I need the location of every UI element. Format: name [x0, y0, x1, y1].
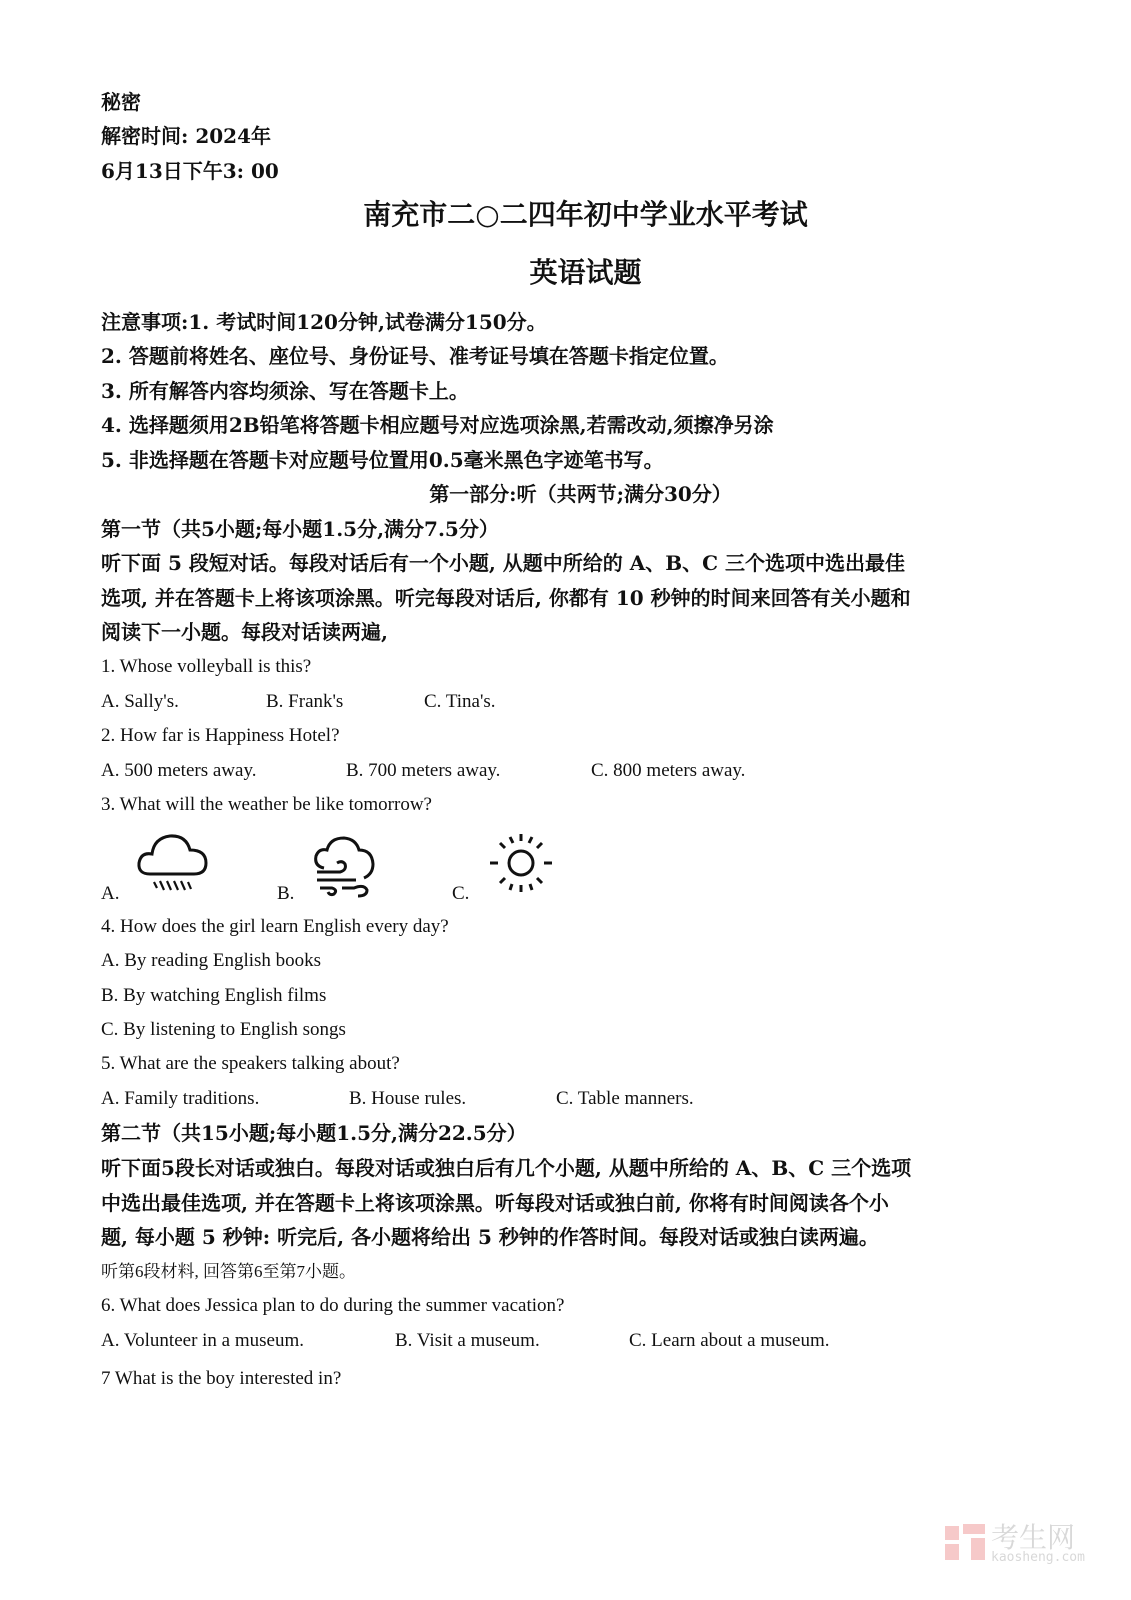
- part-heading: 第一部分:听（共两节;满分30分）: [429, 482, 732, 506]
- note-3: 3. 所有解答内容均须涂、写在答题卡上。: [101, 379, 469, 403]
- question-2: 2. How far is Happiness Hotel?: [101, 725, 340, 746]
- watermark-name: 考生网: [991, 1521, 1076, 1554]
- question-5: 5. What are the speakers talking about?: [101, 1053, 400, 1074]
- option-a: A. Family traditions.: [101, 1088, 260, 1109]
- section1-instructions: 阅读下一小题。每段对话读两遍,: [101, 620, 388, 644]
- option-b: B. Frank's: [266, 691, 344, 712]
- question-4: 4. How does the girl learn English every day?: [101, 916, 449, 937]
- sun-icon: [488, 832, 554, 894]
- section1-instructions: 听下面 5 段短对话。每段对话后有一个小题, 从题中所给的 A、B、C 三个选项中选出最佳: [101, 551, 906, 575]
- question-3: 3. What will the weather be like tomorrow?: [101, 794, 432, 815]
- option-c: C. Table manners.: [556, 1088, 694, 1109]
- option-a: A. By reading English books: [101, 950, 322, 971]
- note-4: 4. 选择题须用2B铅笔将答题卡相应题号对应选项涂黑,若需改动,须擦净另涂: [101, 413, 774, 437]
- section2-instructions: 中选出最佳选项, 并在答题卡上将该项涂黑。听每段对话或独白前, 你将有时间阅读各个小: [101, 1191, 889, 1215]
- watermark-url: kaosheng.com: [991, 1550, 1085, 1565]
- option-b: B. By watching English films: [101, 985, 327, 1006]
- section1-instructions: 选项, 并在答题卡上将该项涂黑。听完每段对话后, 你都有 10 秒钟的时间来回答有关小题和: [101, 586, 911, 610]
- wind-cloud-icon: [312, 836, 380, 898]
- declassify-time: 解密时间: 2024年: [101, 124, 272, 148]
- secret-label: 秘密: [101, 90, 141, 114]
- note-5: 5. 非选择题在答题卡对应题号位置用0.5毫米黑色字迹笔书写。: [101, 448, 664, 472]
- option-b: B. Visit a museum.: [395, 1330, 540, 1351]
- rain-cloud-icon: [136, 830, 210, 896]
- note-1: 注意事项:1. 考试时间120分钟,试卷满分150分。: [101, 310, 547, 334]
- section2-instructions: 听下面5段长对话或独白。每段对话或独白后有几个小题, 从题中所给的 A、B、C 三个选项: [101, 1156, 912, 1180]
- section1-heading: 第一节（共5小题;每小题1.5分,满分7.5分）: [101, 517, 499, 541]
- option-c: C. Tina's.: [424, 691, 496, 712]
- option-c: C.: [452, 883, 470, 904]
- option-c: C. Learn about a museum.: [629, 1330, 830, 1351]
- question-1: 1. Whose volleyball is this?: [101, 656, 312, 677]
- option-a: A. Volunteer in a museum.: [101, 1330, 304, 1351]
- option-b: B.: [277, 883, 295, 904]
- question-6: 6. What does Jessica plan to do during the summer vacation?: [101, 1295, 565, 1316]
- question-7: 7 What is the boy interested in?: [101, 1368, 342, 1389]
- exam-title: 南充市二○二四年初中学业水平考试: [363, 198, 808, 231]
- watermark-icon: [945, 1522, 985, 1562]
- option-a: A. Sally's.: [101, 691, 179, 712]
- section2-instructions: 题, 每小题 5 秒钟: 听完后, 各小题将给出 5 秒钟的作答时间。每段对话或独白读两遍。: [101, 1225, 879, 1249]
- note-2: 2. 答题前将姓名、座位号、身份证号、准考证号填在答题卡指定位置。: [101, 344, 729, 368]
- option-a: A.: [101, 883, 120, 904]
- option-b: B. House rules.: [349, 1088, 467, 1109]
- exam-subtitle: 英语试题: [529, 256, 642, 289]
- section2-heading: 第二节（共15小题;每小题1.5分,满分22.5分）: [101, 1121, 527, 1145]
- declassify-time-2: 6月13日下午3: 00: [101, 159, 279, 183]
- material-note: 听第6段材料, 回答第6至第7小题。: [101, 1262, 356, 1281]
- option-c: C. By listening to English songs: [101, 1019, 346, 1040]
- option-b: B. 700 meters away.: [346, 760, 501, 781]
- option-a: A. 500 meters away.: [101, 760, 257, 781]
- option-c: C. 800 meters away.: [591, 760, 746, 781]
